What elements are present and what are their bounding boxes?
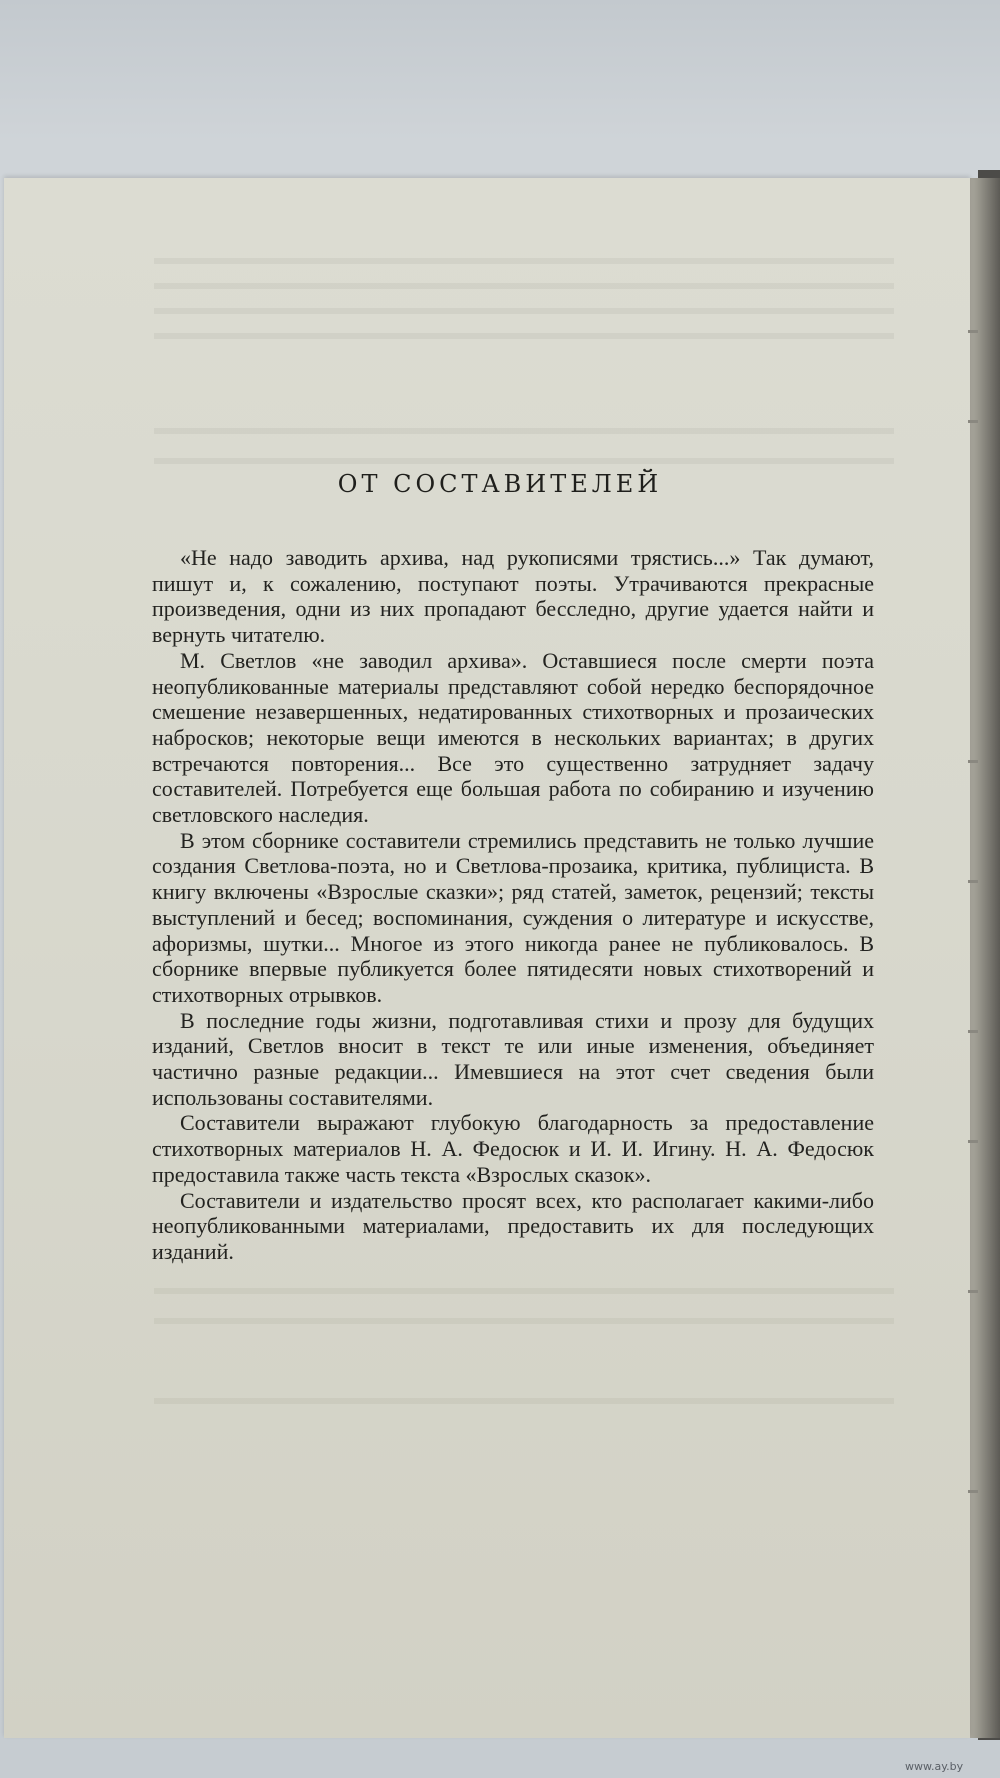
show-through-line xyxy=(154,283,894,289)
binding-stitch xyxy=(968,1290,978,1293)
show-through-line xyxy=(154,258,894,264)
paragraph: В этом сборнике составители стремились представить не только лучшие создания Светлова-поэта, но и Светлова-прозаика, критика, публициста. В книгу включены «Взрослые сказки»; ряд статей, заметок, рецензий; тексты выступлений и бесед; воспоминания, суждения о литературе и искусстве, афоризмы, шутки... Многое из этого никогда ранее не публиковалось. В сборнике впервые публикуется более пятидесяти новых стихотворений и стихотворных отрывков. xyxy=(152,827,874,1007)
binding-stitch xyxy=(968,760,978,763)
binding-stitch xyxy=(968,1140,978,1143)
watermark: www.ay.by xyxy=(905,1760,964,1773)
show-through-line xyxy=(154,333,894,339)
show-through-line xyxy=(154,1398,894,1404)
binding-stitch xyxy=(968,1030,978,1033)
binding-stitch xyxy=(968,1490,978,1493)
show-through-line xyxy=(154,1318,894,1324)
show-through-line xyxy=(154,1288,894,1294)
show-through-line xyxy=(154,308,894,314)
body-text xyxy=(152,545,874,1265)
page-title: ОТ СОСТАВИТЕЛЕЙ xyxy=(337,470,663,498)
binding-stitch xyxy=(968,420,978,423)
binding-stitch xyxy=(968,880,978,883)
binding-stitch xyxy=(968,330,978,333)
paragraph: Составители и издательство просят всех, кто располагает какими-либо неопубликованными материалами, предоставить их для последующих изданий. xyxy=(152,1187,874,1264)
show-through-line xyxy=(154,428,894,434)
show-through-line xyxy=(154,458,894,464)
paragraph: Составители выражают глубокую благодарность за предоставление стихотворных материалов Н. А. Федосюк и И. И. Игину. Н. А. Федосюк предоставила также часть текста «Взрослых сказок». xyxy=(152,1110,874,1187)
paragraph: «Не надо заводить архива, над рукописями трястись...» Так думают, пишут и, к сожалению, поступают поэты. Утрачиваются прекрасные произведения, одни из них пропадают бесследно, другие удается найти и вернуть читателю. xyxy=(152,545,874,648)
paragraph: М. Светлов «не заводил архива». Оставшиеся после смерти поэта неопубликованные материалы представляют собой нередко беспорядочное смешение незавершенных, недатированных стихотворных и прозаических набросков; некоторые вещи имеются в нескольких вариантах; в других встречаются повторения... Все это существенно затрудняет задачу составителей. Потребуется еще большая работа по собиранию и изучению светловского наследия. xyxy=(152,647,874,828)
paragraph: В последние годы жизни, подготавливая стихи и прозу для будущих изданий, Светлов вносит в текст те или иные изменения, объединяет частично разные редакции... Имевшиеся на этот счет сведения были использованы составителями. xyxy=(152,1007,874,1110)
